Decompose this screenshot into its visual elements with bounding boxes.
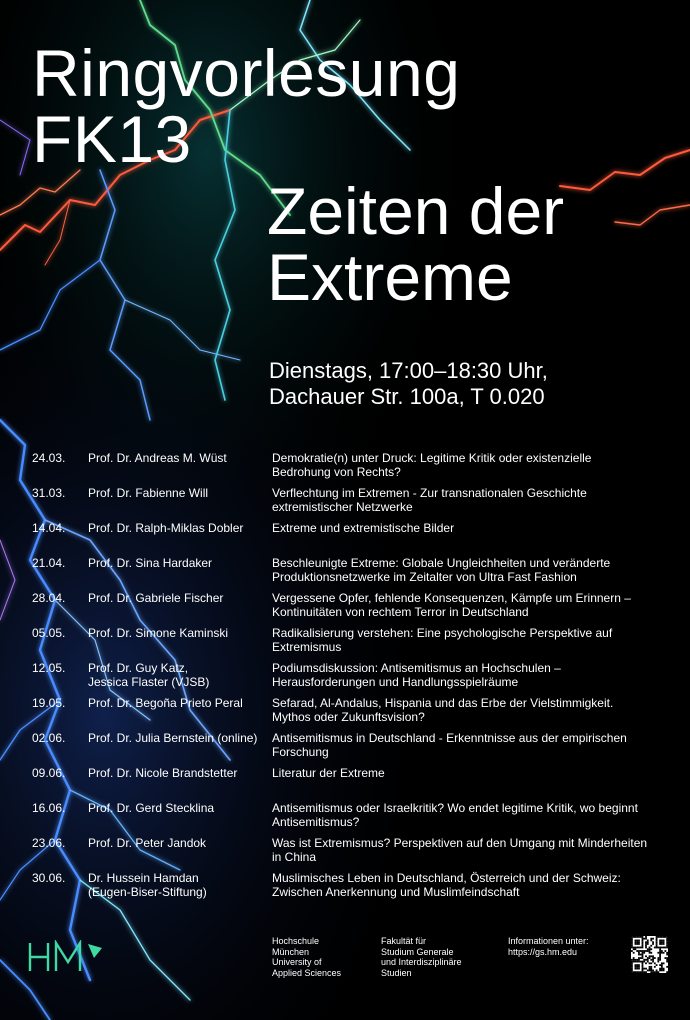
schedule-speaker — [88, 487, 278, 501]
schedule-row — [32, 522, 672, 557]
schedule-topic — [272, 732, 672, 759]
schedule-row — [32, 732, 672, 767]
footer-contact-label: Informationen unter: — [508, 936, 589, 946]
schedule-speaker-line: Dr. Hussein Hamdan — [88, 871, 199, 885]
schedule-date: 12.05. — [32, 661, 66, 675]
schedule-date: 30.06. — [32, 871, 66, 885]
subtitle — [267, 174, 565, 314]
schedule-speaker-line: Prof. Dr. Nicole Brandstetter — [88, 766, 238, 780]
footer-faculty-line: und Interdisziplinäre — [381, 957, 462, 967]
schedule-row — [32, 837, 672, 872]
schedule-topic-line: Bedrohung von Rechts? — [272, 464, 401, 479]
schedule-date: 24.03. — [32, 451, 66, 465]
schedule-row — [32, 872, 672, 907]
schedule-row — [32, 767, 672, 802]
schedule-topic-line: Muslimisches Leben in Deutschland, Österreich und der Schweiz: — [272, 871, 621, 885]
footer-university-line: München — [272, 946, 310, 957]
footer-university-line: Applied Sciences — [272, 967, 342, 978]
qr-code-icon[interactable] — [631, 936, 668, 973]
schedule-date: 21.04. — [32, 556, 66, 570]
schedule-row — [32, 592, 672, 627]
schedule-speaker — [88, 697, 278, 711]
footer-contact-url[interactable]: https://gs.hm.edu — [508, 946, 578, 957]
schedule-speaker — [88, 662, 278, 689]
schedule-speaker — [88, 802, 278, 816]
schedule-row — [32, 557, 672, 592]
subtitle-line-1: Zeiten der — [267, 174, 565, 248]
schedule-date: 19.05. — [32, 696, 66, 710]
schedule-topic — [272, 592, 672, 619]
schedule-topic-line: Vergessene Opfer, fehlende Konsequenzen, Kämpfe um Erinnern – — [272, 591, 631, 605]
schedule-date: 31.03. — [32, 486, 66, 500]
schedule-speaker-line: Prof. Dr. Julia Bernstein (online) — [88, 731, 258, 745]
schedule-topic — [272, 837, 672, 864]
schedule-topic-line: Extremismus — [272, 639, 342, 654]
schedule-row — [32, 697, 672, 732]
title-line-2: FK13 — [32, 102, 192, 176]
schedule-date: 23.06. — [32, 836, 66, 850]
schedule-row — [32, 487, 672, 522]
schedule-speaker-line: Prof. Dr. Simone Kaminski — [88, 626, 229, 640]
schedule-topic — [272, 662, 672, 689]
schedule-list — [32, 452, 672, 907]
footer-university-line: University of — [272, 957, 322, 967]
schedule-topic — [272, 697, 672, 724]
title — [32, 36, 461, 176]
subtitle-line-2: Extreme — [267, 240, 513, 314]
schedule-date: 16.06. — [32, 801, 66, 815]
schedule-topic-line: Verflechtung im Extremen - Zur transnationalen Geschichte — [272, 486, 587, 500]
schedule-speaker — [88, 557, 278, 571]
footer-university — [272, 936, 341, 978]
footer-faculty-line: Fakultät für — [381, 936, 427, 946]
event-info — [269, 358, 548, 410]
schedule-speaker — [88, 837, 278, 851]
schedule-topic-line: Radikalisierung verstehen: Eine psychologische Perspektive auf — [272, 626, 613, 640]
event-time: Dienstags, 17:00–18:30 Uhr, — [269, 358, 548, 383]
schedule-topic-line: Herausforderungen und Handlungsspielräume — [272, 674, 519, 689]
schedule-speaker — [88, 627, 278, 641]
schedule-speaker-line: Prof. Dr. Fabienne Will — [88, 486, 209, 500]
schedule-date: 28.04. — [32, 591, 66, 605]
schedule-topic-line: extremistischer Netzwerke — [272, 499, 413, 514]
schedule-topic — [272, 557, 672, 584]
schedule-row — [32, 627, 672, 662]
schedule-topic — [272, 487, 672, 514]
schedule-topic — [272, 452, 672, 479]
schedule-topic — [272, 767, 672, 781]
schedule-speaker-line: Prof. Dr. Gerd Stecklina — [88, 801, 215, 815]
schedule-topic-line: Antisemitismus in Deutschland - Erkenntnisse aus der empirischen — [272, 731, 627, 745]
schedule-row — [32, 662, 672, 697]
schedule-speaker-line: Prof. Dr. Guy Katz, — [88, 661, 189, 675]
footer-faculty-line: Studium Generale — [381, 946, 454, 957]
schedule-speaker-line: Prof. Dr. Begoña Prieto Peral — [88, 696, 243, 710]
schedule-date: 02.06. — [32, 731, 66, 745]
event-location: Dachauer Str. 100a, T 0.020 — [269, 384, 545, 409]
schedule-topic-line: Antisemitismus oder Israelkritik? Wo endet legitime Kritik, wo beginnt — [272, 801, 638, 815]
schedule-topic-line: Forschung — [272, 744, 329, 759]
footer-faculty-line: Studien — [381, 967, 412, 978]
schedule-topic-line: Literatur der Extreme — [272, 766, 385, 780]
schedule-speaker — [88, 452, 278, 466]
schedule-speaker-line: (Eugen-Biser-Stiftung) — [88, 884, 207, 899]
schedule-speaker — [88, 872, 278, 899]
schedule-speaker — [88, 732, 278, 746]
hm-logo — [28, 940, 108, 974]
title-line-1: Ringvorlesung — [32, 36, 461, 110]
schedule-topic-line: Beschleunigte Extreme: Globale Ungleichheiten und veränderte — [272, 556, 611, 570]
schedule-topic-line: Extreme und extremistische Bilder — [272, 521, 455, 535]
schedule-speaker-line: Prof. Dr. Sina Hardaker — [88, 556, 213, 570]
schedule-topic — [272, 802, 672, 829]
schedule-speaker — [88, 522, 278, 536]
schedule-topic-line: Zwischen Anerkennung und Muslimfeindschaft — [272, 884, 520, 899]
schedule-speaker — [88, 767, 278, 781]
schedule-topic-line: Sefarad, Al-Andalus, Hispania und das Erbe der Vielstimmigkeit. — [272, 696, 614, 710]
schedule-speaker — [88, 592, 278, 606]
schedule-topic-line: Mythos oder Zukunftsvision? — [272, 709, 425, 724]
schedule-row — [32, 452, 672, 487]
schedule-date: 05.05. — [32, 626, 66, 640]
schedule-speaker-line: Prof. Dr. Andreas M. Wüst — [88, 451, 227, 465]
schedule-date: 14.04. — [32, 521, 66, 535]
schedule-topic-line: Demokratie(n) unter Druck: Legitime Kritik oder existenzielle — [272, 451, 592, 465]
schedule-topic-line: Was ist Extremismus? Perspektiven auf den Umgang mit Minderheiten — [272, 836, 648, 850]
schedule-topic — [272, 522, 672, 536]
schedule-speaker-line: Prof. Dr. Peter Jandok — [88, 836, 207, 850]
schedule-topic-line: Podiumsdiskussion: Antisemitismus an Hochschulen – — [272, 661, 561, 675]
schedule-date: 09.06. — [32, 766, 66, 780]
schedule-speaker-line: Prof. Dr. Gabriele Fischer — [88, 591, 224, 605]
schedule-topic-line: in China — [272, 849, 317, 864]
footer-faculty — [381, 936, 462, 978]
schedule-topic — [272, 627, 672, 654]
schedule-speaker-line: Jessica Flaster (VJSB) — [88, 674, 210, 689]
schedule-topic-line: Antisemitismus? — [272, 814, 360, 829]
schedule-speaker-line: Prof. Dr. Ralph-Miklas Dobler — [88, 521, 244, 535]
footer-contact — [508, 936, 589, 957]
schedule-topic — [272, 872, 672, 899]
schedule-topic-line: Kontinuitäten von rechtem Terror in Deutschland — [272, 604, 529, 619]
footer-university-line: Hochschule — [272, 936, 320, 946]
schedule-row — [32, 802, 672, 837]
schedule-topic-line: Produktionsnetzwerke im Zeitalter von Ultra Fast Fashion — [272, 569, 577, 584]
